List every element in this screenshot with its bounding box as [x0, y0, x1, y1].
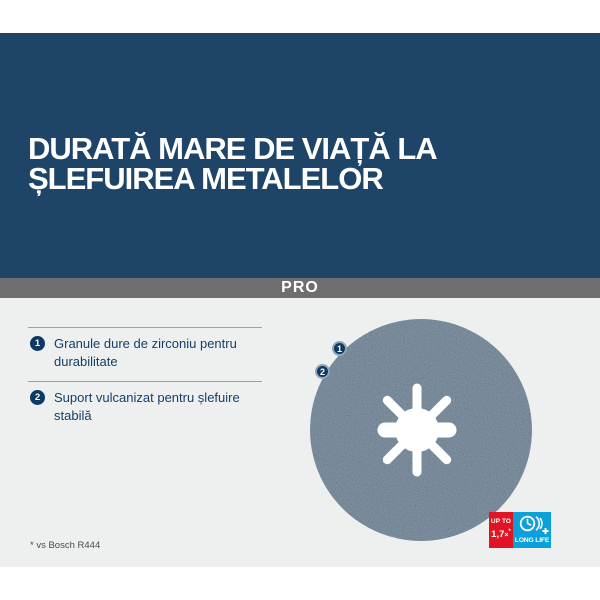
feature-number-badge-1: 1 — [30, 336, 45, 351]
up-to-value-row — [491, 527, 511, 541]
feature-text-1: Granule dure de zirconiu pentru durabilitate — [54, 336, 237, 369]
feature-list — [28, 327, 262, 435]
feature-number-badge-2: 2 — [30, 390, 45, 405]
callout-number-2: 2 — [319, 366, 325, 377]
feature-item-2 — [28, 381, 262, 435]
long-life-label: LONG LIFE — [514, 537, 550, 544]
clock-icon — [516, 514, 549, 536]
multiplier-sign: × — [504, 532, 509, 540]
content-section — [0, 298, 600, 567]
callout-marker-2 — [315, 364, 330, 379]
callout-marker-1 — [332, 341, 347, 356]
long-life-badge — [513, 512, 551, 548]
page-title-line-1: DURATĂ MARE DE VIAȚĂ LA — [28, 131, 437, 166]
footnote: * vs Bosch R444 — [30, 540, 101, 551]
badge-group — [489, 512, 551, 548]
title-banner — [0, 33, 600, 278]
up-to-prefix: UP TO — [490, 518, 512, 526]
page-title-line-2: ȘLEFUIREA METALELOR — [28, 161, 383, 196]
callout-number-1: 1 — [336, 343, 342, 354]
pro-series-bar — [0, 278, 600, 298]
pro-label: PRO — [281, 279, 319, 296]
feature-text-2: Suport vulcanizat pentru șlefuire stabilă — [54, 390, 240, 423]
up-to-value: 1,7 — [491, 529, 505, 541]
page-title — [28, 131, 437, 196]
up-to-badge — [489, 512, 513, 548]
footnote-marker: * — [508, 529, 511, 536]
feature-item-1 — [28, 327, 262, 381]
